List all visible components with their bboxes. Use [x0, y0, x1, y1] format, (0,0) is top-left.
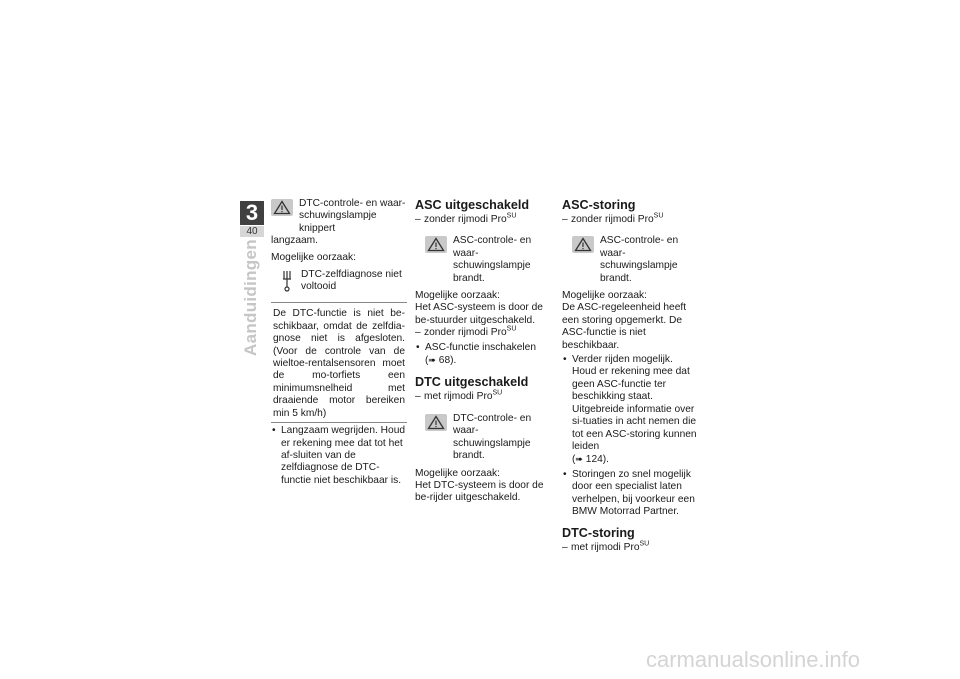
warning-text-continued: langzaam.: [271, 235, 319, 247]
heading-asc-off: ASC uitgeschakeld: [415, 198, 530, 212]
cause-label: Mogelijke oorzaak:: [415, 290, 500, 302]
bullet-item: • Langzaam wegrijden. Houd er rekening mee dat tot het af-sluiten van de zelfdiagnose de DTC-functie niet beschikbaar is.: [271, 425, 407, 487]
bullet-item: • Verder rijden mogelijk. Houd er rekening mee dat geen ASC-functie ter beschikking staat. Uitgebreide informatie over si-tuaties in acht nemen die tot een ASC-storing kunnen leiden (➠ 124).: [562, 354, 698, 467]
warning-triangle-icon: [271, 199, 293, 216]
heading-dtc-off: DTC uitgeschakeld: [415, 375, 529, 390]
chapter-number: 3: [240, 201, 264, 225]
warning-text: DTC-controle- en waar-schuwingslampje knippert: [299, 198, 406, 234]
chapter-side-title: Aanduidingen: [241, 239, 260, 356]
asc-warning-notice: [425, 235, 551, 285]
cause-label: Mogelijke oorzaak:: [271, 251, 356, 263]
warning-text: DTC-controle- en waar-schuwingslampje brandt.: [453, 412, 532, 462]
warning-triangle-icon: [425, 414, 447, 431]
box-header: [271, 269, 407, 303]
column-1: [271, 198, 407, 487]
dtc-warning-notice: [271, 198, 407, 235]
variant-note: – zonder rijmodi Pro$^{SU}$: [415, 214, 551, 226]
cause-label: Mogelijke oorzaak:: [562, 290, 647, 302]
dtc-warning-notice: [425, 413, 551, 463]
warning-text: ASC-controle- en waar-schuwingslampje brandt.: [453, 235, 532, 284]
page-reference-arrow-icon: ➠: [428, 355, 436, 366]
page-number: 40: [240, 226, 264, 237]
box-body-text: De DTC-functie is niet be-schikbaar, omdat de zelfdia-gnose niet is afgesloten. (Voor de controle van de wieltoe-rentalsensoren moet de mo-torfiets een minimumsnelheid met draaiende motor bereiken min 5 km/h): [273, 308, 405, 419]
column-2: [415, 198, 551, 505]
cause-label: Mogelijke oorzaak:: [415, 467, 500, 479]
warning-triangle-icon: [425, 236, 447, 253]
cause-text: Het DTC-systeem is door de be-rijder uitgeschakeld.: [415, 479, 544, 504]
watermark: carmanualsonline.info: [646, 647, 861, 672]
asc-warning-notice: [572, 235, 698, 285]
heading-dtc-fault: DTC-storing: [562, 526, 635, 541]
cause-text: De ASC-regeleenheid heeft een storing opgemerkt. De ASC-functie is niet beschikbaar.: [562, 302, 687, 351]
page-reference-arrow-icon: ➠: [575, 454, 583, 465]
variant-note: – zonder rijmodi Pro$^{SU}$: [415, 327, 551, 339]
variant-note: – met rijmodi Pro$^{SU}$: [562, 542, 698, 554]
box-header-text: DTC-zelfdiagnose niet voltooid: [301, 269, 402, 293]
bullet-item: • ASC-functie inschakelen (➠ 68).: [415, 342, 551, 368]
heading-asc-fault: ASC-storing: [562, 198, 636, 212]
column-3: [562, 198, 698, 555]
warning-text: ASC-controle- en waar-schuwingslampje brandt.: [600, 235, 679, 284]
warning-triangle-icon: [572, 236, 594, 253]
variant-note: – zonder rijmodi Pro$^{SU}$: [562, 214, 698, 226]
gear-shift-indicator-icon: [281, 270, 293, 296]
variant-note: – met rijmodi Pro$^{SU}$: [415, 391, 551, 403]
cause-text: Het ASC-systeem is door de be-stuurder uitgeschakeld.: [415, 302, 543, 326]
bullet-item: • Storingen zo snel mogelijk door een specialist laten verhelpen, bij voorkeur een BMW Motorrad Partner.: [562, 469, 698, 519]
self-diagnosis-box: [271, 269, 407, 423]
